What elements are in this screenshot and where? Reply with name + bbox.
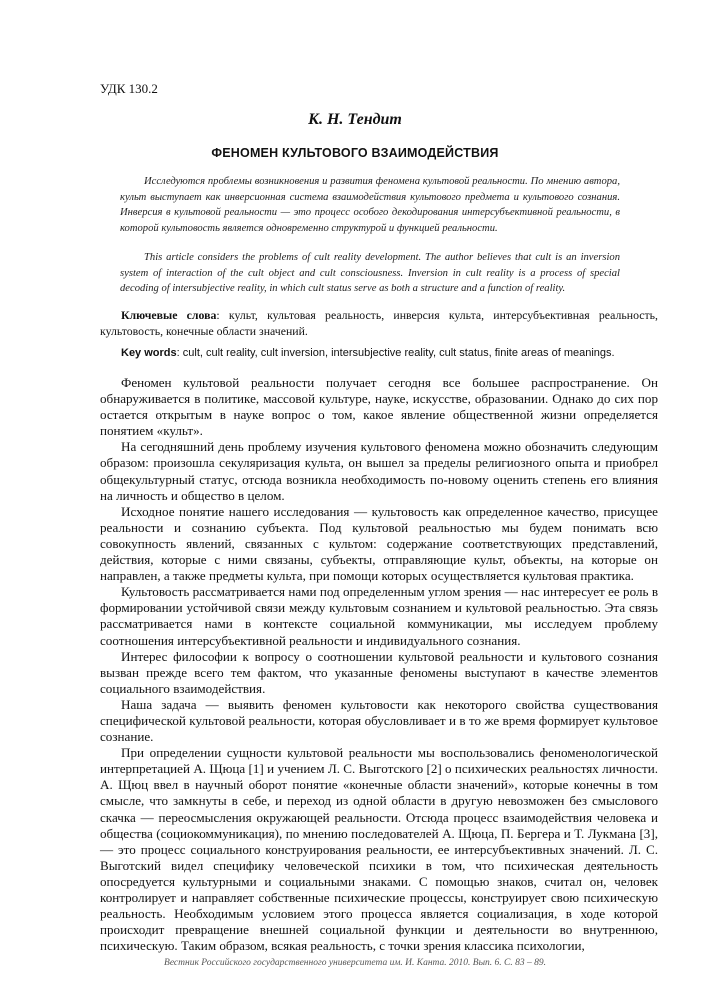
body-paragraph: При определении сущности культовой реальности мы воспользовались феноменологической интерпретацией А. Щюца [1] и учением Л. С. Выготского [2] о психических реальностях личности. А. Щюц ввел в научный оборот понятие «конечные области значений», которые конечны в том смысле, что замкнуты в себе, и переход из одной области в другую невозможен без смыслового скачка — переосмысления окружающей реальности. Отсюда процесс взаимодействия человека и общества (социокоммуникация), по мнению последователей А. Щюца, П. Бергера и Т. Лукмана [3], — это процесс социального конструирования реальности, ее интерсубъективных значений. Л. С. Выготский видел специфику человеческой психики в том, что психическая деятельность опосредуется культурными и социальными знаками. С помощью знаков, считал он, человек контролирует и направляет собственные психические процессы, конструирует свою психическую реальность. Необходимым условием этого процесса является социализация, в ходе которой происходит превращение внешней социальной функции и деятельности во внутреннюю, психическую. Таким образом, всякая реальность, с точки зрения классика психологии, [100,745,658,954]
keywords-russian [100,308,658,339]
udk-code: УДК 130.2 [100,81,158,96]
journal-footer: Вестник Российского государственного университета им. И. Канта. 2010. Вып. 6. С. 83 – 89. [164,958,546,968]
body-paragraph: Наша задача — выявить феномен культовости как некоторого свойства существования специфической культовой реальности, которая обусловливает и в то же время формирует культовое сознание. [100,696,658,745]
article-body [100,375,658,954]
body-paragraph: Интерес философии к вопросу о соотношении культовой реальности и культового сознания вызван прежде всего тем фактом, что указанные феномены выступают в качестве элементов социального взаимодействия. [100,648,658,696]
article-title: ФЕНОМЕН КУЛЬТОВОГО ВЗАИМОДЕЙСТВИЯ [211,146,499,160]
body-paragraph: На сегодняшний день проблему изучения культового феномена можно обозначить следующим образом: произошла секуляризация культа, он вышел за пределы религиозного опыта и приобрел общекультурный статус, отсюда возникла необходимость по-новому оценить степень его влияния на личность и общество в целом. [100,439,658,503]
author-name: К. Н. Тендит [308,111,402,128]
abstract-russian: Исследуются проблемы возникновения и развития феномена культовой реальности. По мнению автора, культ выступает как инверсионная система взаимодействия культового предмета и культового сознания. Инверсия в культовой реальности — это процесс особого декодирования интерсубъективной реальности, в которой культовость является одновременно структурой и функцией реальности. [120,176,620,234]
body-paragraph: Феномен культовой реальности получает сегодня все большее распространение. Он обнаруживается в политике, массовой культуре, науке, искусстве, образовании. Однако до сих пор остается открытым в науке вопрос о том, какое явление общественной жизни определяется понятием «культ». [100,375,658,439]
abstract-english: This article considers the problems of cult reality development. The author believes that cult is an inversion system of interaction of the cult object and cult consciousness. Inversion in cult reality is a process of special decoding of intersubjective reality, in which cult status serve as both a structure and a function of reality. [120,252,620,295]
keywords-label-en: Key words [121,347,177,359]
keywords-label: Ключевые слова [121,308,217,322]
body-paragraph: Исходное понятие нашего исследования — культовость как определенное качество, присущее реальности и сознанию субъекта. Под культовой реальностью мы будем понимать всю совокупность явлений, связанных с культом: содержание соответствующих представлений, действия, которые с ними связаны, субъекты, отправляющие культ, объекты, на которые он направлен, а также предметы культа, при помощи которых осуществляется культовая практика. [100,503,658,584]
body-paragraph: Культовость рассматривается нами под определенным углом зрения — нас интересует ее роль в формировании устойчивой связи между культовым сознанием и культовой реальностью. Эта связь рассматривается нами в контексте социальной коммуникации, мы исследуем проблему соотношения интерсубъективной реальности и индивидуального сознания. [100,584,658,648]
keywords-english [100,346,658,362]
keywords-text: : культ, культовая реальность, инверсия культа, интерсубъективная реальность, культовость, конечные области значений. [100,308,659,338]
keywords-text-en: : cult, cult reality, cult inversion, intersubjective reality, cult status, finite areas of meanings. [176,347,615,359]
